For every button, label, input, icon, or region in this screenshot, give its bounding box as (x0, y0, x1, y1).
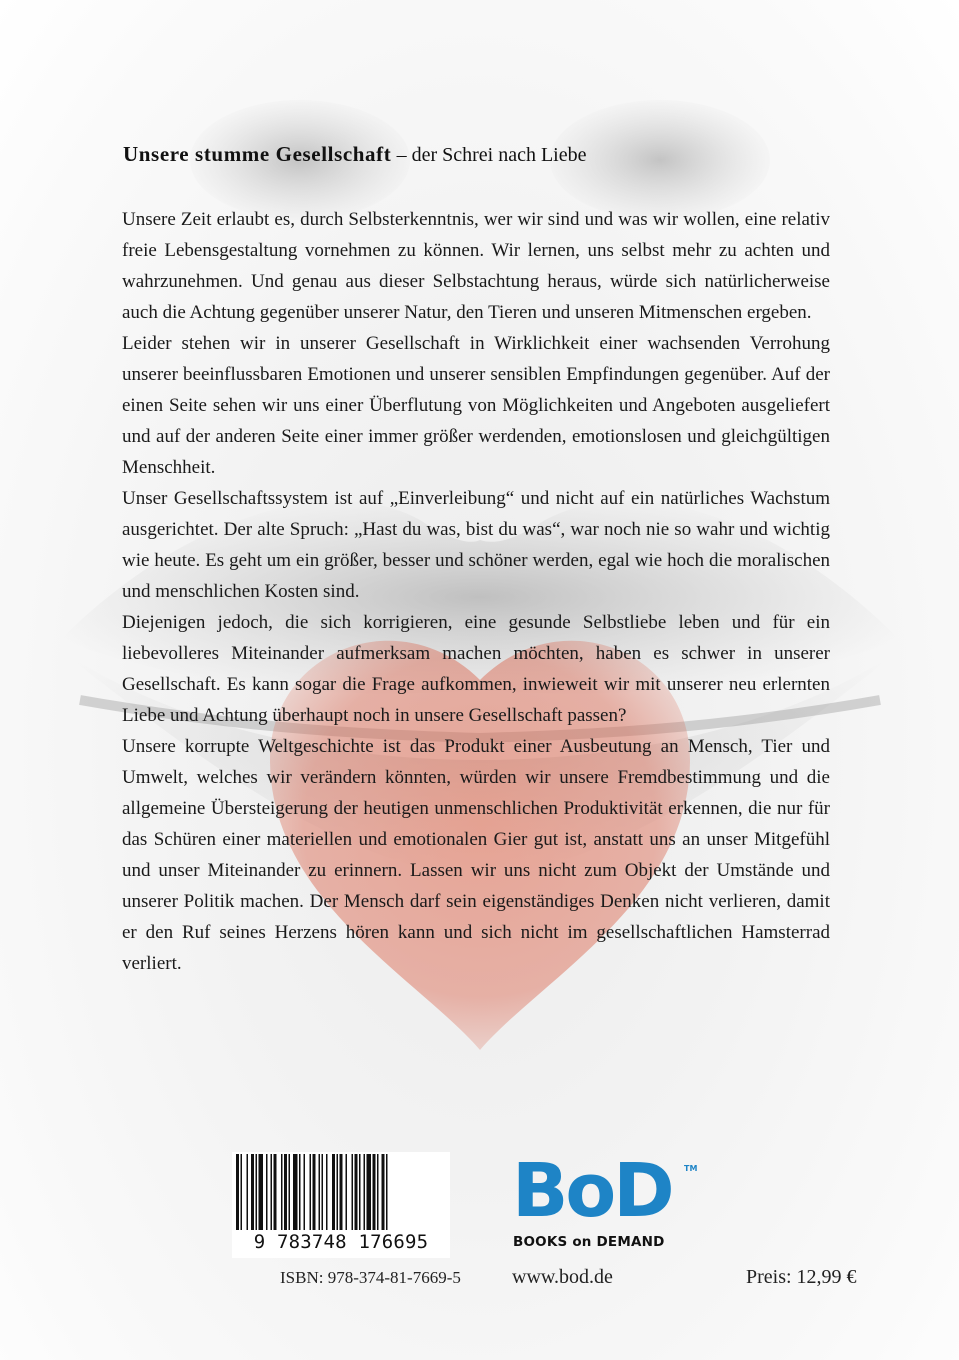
barcode-bar (367, 1154, 372, 1232)
barcode-bar (251, 1154, 254, 1232)
barcode-bar (241, 1154, 243, 1232)
isbn-number: ISBN: 978-374-81-7669-5 (280, 1268, 461, 1287)
trademark-mark: TM (684, 1164, 698, 1173)
isbn-barcode (232, 1152, 450, 1258)
barcode-bar (271, 1154, 273, 1232)
barcode-bar (299, 1154, 301, 1232)
bod-logo-wordmark: BoD (512, 1148, 672, 1234)
barcode-bar (322, 1154, 324, 1232)
book-subtitle: – der Schrei nach Liebe (396, 144, 587, 166)
barcode-bar (373, 1154, 376, 1232)
blurb-paragraph: Leider stehen wir in unserer Gesellschaft in Wirklichkeit einer wachsenden Verrohung unserer beeinflussbaren Emotionen und unserer sensiblen Empfindungen gegenüber. Auf der einen Seite sehen wir uns einer Überflutung von Möglichkeiten und Angeboten ausgeliefert und auf der anderen Seite einer immer größer werdenden, emotionslosen und gleichgültigen Menschheit. (122, 333, 830, 478)
barcode-bar (284, 1154, 287, 1232)
barcode-bar (256, 1154, 258, 1232)
barcode-bar (337, 1154, 339, 1232)
barcode-bar (359, 1154, 361, 1232)
barcode-bar (382, 1154, 385, 1232)
book-title: Unsere stumme Gesellschaft (123, 142, 392, 166)
barcode-bar (319, 1154, 321, 1232)
blurb-paragraph: Diejenigen jedoch, die sich korrigieren, eine gesunde Selbstliebe leben und für ein liebevolleres Miteinander aufmerksam machen möchten, haben es schwer in unserer Gesellschaft. Es kann sogar die Frage aufkommen, inwieweit wir mit unserer neu erlernten Liebe und Achtung überhaupt noch in unsere Gesellschaft passen? (122, 612, 830, 726)
barcode-bar (247, 1154, 249, 1232)
blurb-paragraph: Unsere Zeit erlaubt es, durch Selbsterkenntnis, wer wir sind und was wir wollen, eine relativ freie Lebensgestaltung vornehmen zu können. Wir lernen, uns selbst mehr zu achten und wahrzunehmen. Und genau aus dieser Selbstachtung heraus, würde sich natürlicherweise auch die Achtung gegenüber unserer Natur, den Tieren und unseren Mitmenschen ergeben. (122, 209, 830, 323)
barcode-bar (304, 1154, 306, 1232)
bod-logo-tagline: BOOKS on DEMAND (513, 1234, 665, 1250)
barcode-bar (313, 1154, 316, 1232)
barcode-bar (352, 1154, 354, 1232)
barcode-bar (355, 1154, 358, 1232)
barcode-bar (346, 1154, 348, 1232)
back-cover-heading (123, 142, 843, 167)
blurb-paragraph: Unsere korrupte Weltgeschichte ist das Produkt einer Ausbeutung an Mensch, Tier und Umwelt, welches wir verändern könnten, würden wir unsere Fremdbestimmung und die allgemeine Übersteigerung der heutigen unmenschlichen Produktivität erkennen, die nur für das Schüren einer materiellen und emotionalen Gier gut ist, anstatt uns an unser Mitgefühl und unser Miteinander zu erinnern. Lassen wir uns nicht zum Objekt der Umstände und unserer Politik machen. Der Mensch darf sein eigenständiges Denken nicht verlieren, damit er den Ruf seines Herzens hören kann und sich nicht im gesellschaftlichen Hamsterrad verliert. (122, 736, 830, 974)
barcode-bar (236, 1154, 239, 1232)
barcode-bar (340, 1154, 343, 1232)
barcode-bar (332, 1154, 335, 1232)
blurb-paragraph: Unser Gesellschaftssystem ist auf „Einverleibung“ und nicht auf ein natürliches Wachstum ausgerichtet. Der alte Spruch: „Hast du was, bist du was“, war noch nie so wahr und wichtig wie heute. Es geht um ein größer, besser und schöner werden, egal wie hoch die moralischen und menschlichen Kosten sind. (122, 488, 830, 602)
publisher-website: www.bod.de (512, 1266, 613, 1288)
barcode-bar (326, 1154, 328, 1232)
barcode-bar (281, 1154, 283, 1232)
blurb-text (122, 204, 830, 979)
barcode-bar (364, 1154, 366, 1232)
barcode-bar (310, 1154, 312, 1232)
bod-logo (512, 1148, 698, 1255)
barcode-bar (266, 1154, 268, 1232)
barcode-bar (274, 1154, 277, 1232)
barcode-bar (259, 1154, 264, 1232)
barcode-bar (377, 1154, 379, 1232)
barcode-digits: 9 783748 176695 (232, 1230, 450, 1254)
price-label: Preis: 12,99 € (746, 1266, 857, 1288)
barcode-bar (289, 1154, 291, 1232)
barcode-bar (386, 1154, 388, 1232)
barcode-bar (293, 1154, 298, 1232)
